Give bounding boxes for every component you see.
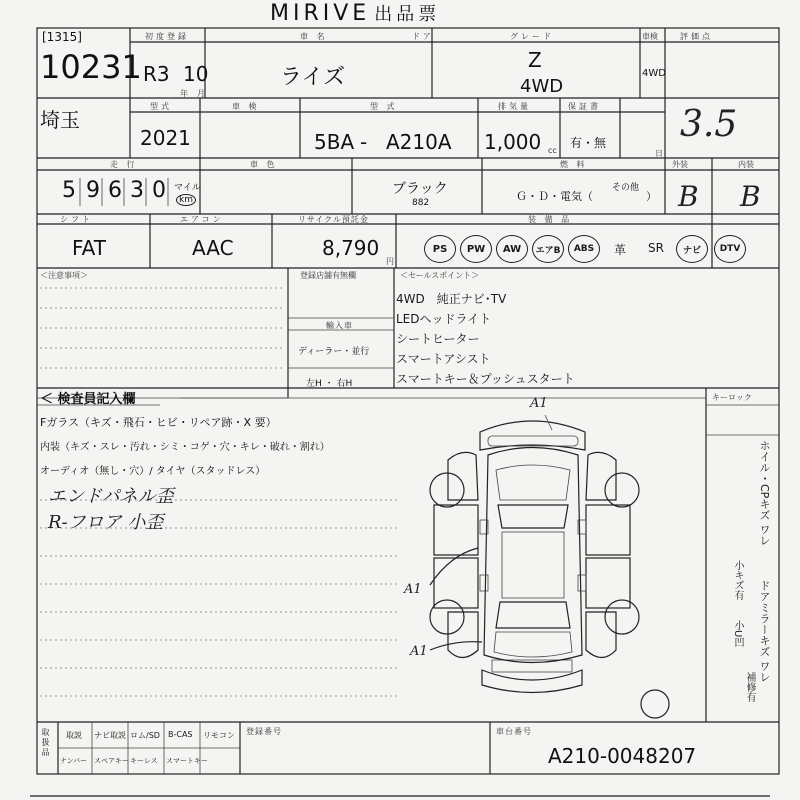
grade: Z — [528, 48, 542, 72]
label-import: 輸入車 — [326, 321, 353, 330]
dent-note: 小U凹 — [732, 620, 743, 648]
mirror-note: ドアミラーキズ ワレ — [758, 580, 771, 683]
audio-tire-condition: オーディオ（無し・穴）/ タイヤ（スタッドレス） — [40, 466, 266, 477]
recycle-fee: 8,790 — [322, 236, 380, 260]
wheel-note: ホイル・CPキズ ワレ — [758, 440, 771, 546]
label-warranty: 保証書 — [568, 102, 601, 111]
glass-condition: Fガラス（キズ・飛石・ヒビ・リペア跡・X 要） — [40, 416, 277, 429]
stamp-head-2: 扱 — [41, 738, 50, 748]
stamp-manual: 取説 — [66, 731, 82, 740]
label-color: 車 色 — [250, 160, 278, 169]
brand-name: MIRIVE — [270, 1, 371, 26]
drive-type: 4WD — [520, 76, 564, 97]
equip-aw: AW — [496, 235, 528, 263]
stamp-plate: ナンバー — [60, 757, 88, 765]
inspection-drive: 4WD — [642, 68, 666, 79]
stamp-rom-sd: ロム/SD — [130, 731, 160, 740]
label-aircon: エアコン — [180, 215, 224, 224]
label-sales-points: ＜セールスポイント＞ — [400, 271, 480, 280]
label-exterior: 外装 — [672, 160, 688, 169]
label-model-code: 型 式 — [370, 102, 398, 111]
inspector-note-1: エンドパネル歪 — [48, 486, 174, 507]
fuel-close: ） — [646, 190, 657, 203]
sales-point-3: シートヒーター — [396, 332, 480, 346]
label-inspector-notes: ＜ 検査員記入欄 — [40, 392, 136, 407]
label-doors: ドア — [412, 32, 434, 41]
model-code: A210A — [386, 130, 452, 154]
label-chassis-no: 車台番号 — [496, 727, 532, 736]
label-mileage: 走 行 — [110, 160, 138, 169]
steering-option: 左H ・ 右H — [306, 379, 353, 389]
label-fuel: 燃 料 — [560, 160, 588, 169]
equip-navi: ナビ — [676, 235, 708, 263]
footer-stamp-head — [40, 728, 51, 758]
interior-grade: B — [740, 180, 761, 213]
mileage-digit-5: 0 — [152, 178, 166, 203]
era-year: R3 — [143, 62, 170, 86]
label-interior: 内装 — [738, 160, 754, 169]
label-registration-history: 登録店舗有無欄 — [300, 271, 356, 280]
label-recycle: リサイクル預託金 — [298, 215, 369, 224]
stamp-head-3: 品 — [41, 748, 50, 758]
unit-day: 日 — [655, 149, 663, 158]
aircon-type: AAC — [192, 236, 234, 260]
mileage-digit-1: 5 — [62, 178, 76, 203]
brand-logo — [270, 0, 440, 26]
equip-abs: ABS — [568, 235, 600, 263]
mileage-digit-3: 6 — [108, 178, 122, 203]
label-registration-no: 登録番号 — [246, 727, 282, 736]
lot-bracket-number: [1315] — [42, 30, 82, 44]
equip-dtv: DTV — [714, 235, 746, 263]
sales-point-2: LEDヘッドライト — [396, 312, 492, 326]
unit-yen: 円 — [386, 257, 394, 266]
label-remarks: ＜注意事項＞ — [40, 271, 88, 280]
stamp-navi-manual: ナビ取説 — [94, 731, 126, 740]
evaluation-score: 3.5 — [680, 104, 738, 145]
label-inspection-expiry: 車 検 — [232, 102, 260, 111]
unit-year: 年 — [180, 89, 188, 98]
fuel-options: Ｇ・Ｄ・電気（ — [516, 190, 593, 203]
damage-mark-top: A1 — [530, 396, 548, 411]
sales-point-1: 4WD 純正ナビ･TV — [396, 292, 507, 306]
model-dash: - — [360, 130, 368, 154]
stamp-remote: リモコン — [203, 731, 235, 740]
model-prefix: 5BA — [314, 130, 355, 154]
inspector-note-2: R-フロア 小歪 — [48, 512, 164, 533]
fuel-other-label: その他 — [612, 183, 640, 193]
damage-mark-left-1: A1 — [404, 582, 422, 597]
shift-type: FAT — [72, 236, 107, 260]
label-key-lock: キーロック — [712, 393, 752, 402]
scratch-note: 小キズ有 — [732, 560, 743, 600]
stamp-keyless: キーレス — [130, 757, 158, 765]
unit-mile: マイル — [174, 183, 201, 193]
stamp-bcas: B-CAS — [168, 730, 193, 739]
label-evaluation: 評価点 — [680, 32, 713, 41]
label-first-registration: 初度登録 — [145, 32, 189, 41]
sales-point-4: スマートアシスト — [396, 352, 491, 366]
label-displacement: 排気量 — [498, 102, 531, 111]
unit-cc: cc — [548, 146, 557, 155]
damage-mark-left-2: A1 — [410, 644, 428, 659]
displacement: 1,000 — [484, 130, 542, 154]
vehicle-name: ライズ — [280, 65, 346, 90]
label-equipment: 装 備 品 — [528, 215, 573, 224]
equip-airbag: エアB — [532, 235, 564, 263]
label-shift: シフト — [60, 215, 93, 224]
registration-month: 10 — [183, 62, 209, 86]
form-title: 出品票 — [374, 4, 441, 25]
equip-sunroof: SR — [648, 241, 664, 255]
color-code: 882 — [412, 198, 430, 208]
model-year: 2021 — [140, 126, 191, 150]
dealer-option: ディーラー・並行 — [298, 347, 370, 357]
unit-km: km — [176, 194, 196, 206]
sales-point-5: スマートキー＆プッシュスタート — [396, 372, 575, 386]
warranty-value: 有・無 — [570, 136, 607, 150]
label-inspection: 車検 — [642, 32, 658, 41]
chassis-number: A210-0048207 — [548, 744, 697, 768]
exterior-grade: B — [678, 180, 699, 213]
label-model-year: 型式 — [150, 102, 172, 111]
equip-leather: 革 — [614, 243, 627, 257]
mileage-digit-2: 9 — [86, 178, 100, 203]
label-grade: グレード — [510, 32, 554, 41]
lot-number: 10231 — [40, 48, 142, 86]
interior-condition: 内装（キズ・スレ・汚れ・シミ・コゲ・穴・キレ・破れ・割れ） — [40, 442, 330, 453]
unit-month: 月 — [197, 89, 205, 98]
label-vehicle-name: 車 名 — [300, 32, 328, 41]
prefecture: 埼玉 — [40, 108, 80, 132]
color-name: ブラック — [392, 181, 448, 197]
stamp-head-1: 取 — [41, 728, 50, 738]
car-diagram — [430, 415, 669, 718]
stamp-smart-key: スマートキー — [166, 757, 208, 765]
mileage-digit-4: 3 — [130, 178, 144, 203]
equip-ps: PS — [424, 235, 456, 263]
repair-note: 補修有 — [744, 672, 755, 702]
equip-pw: PW — [460, 235, 492, 263]
stamp-spare-key: スペアキー — [94, 757, 129, 765]
